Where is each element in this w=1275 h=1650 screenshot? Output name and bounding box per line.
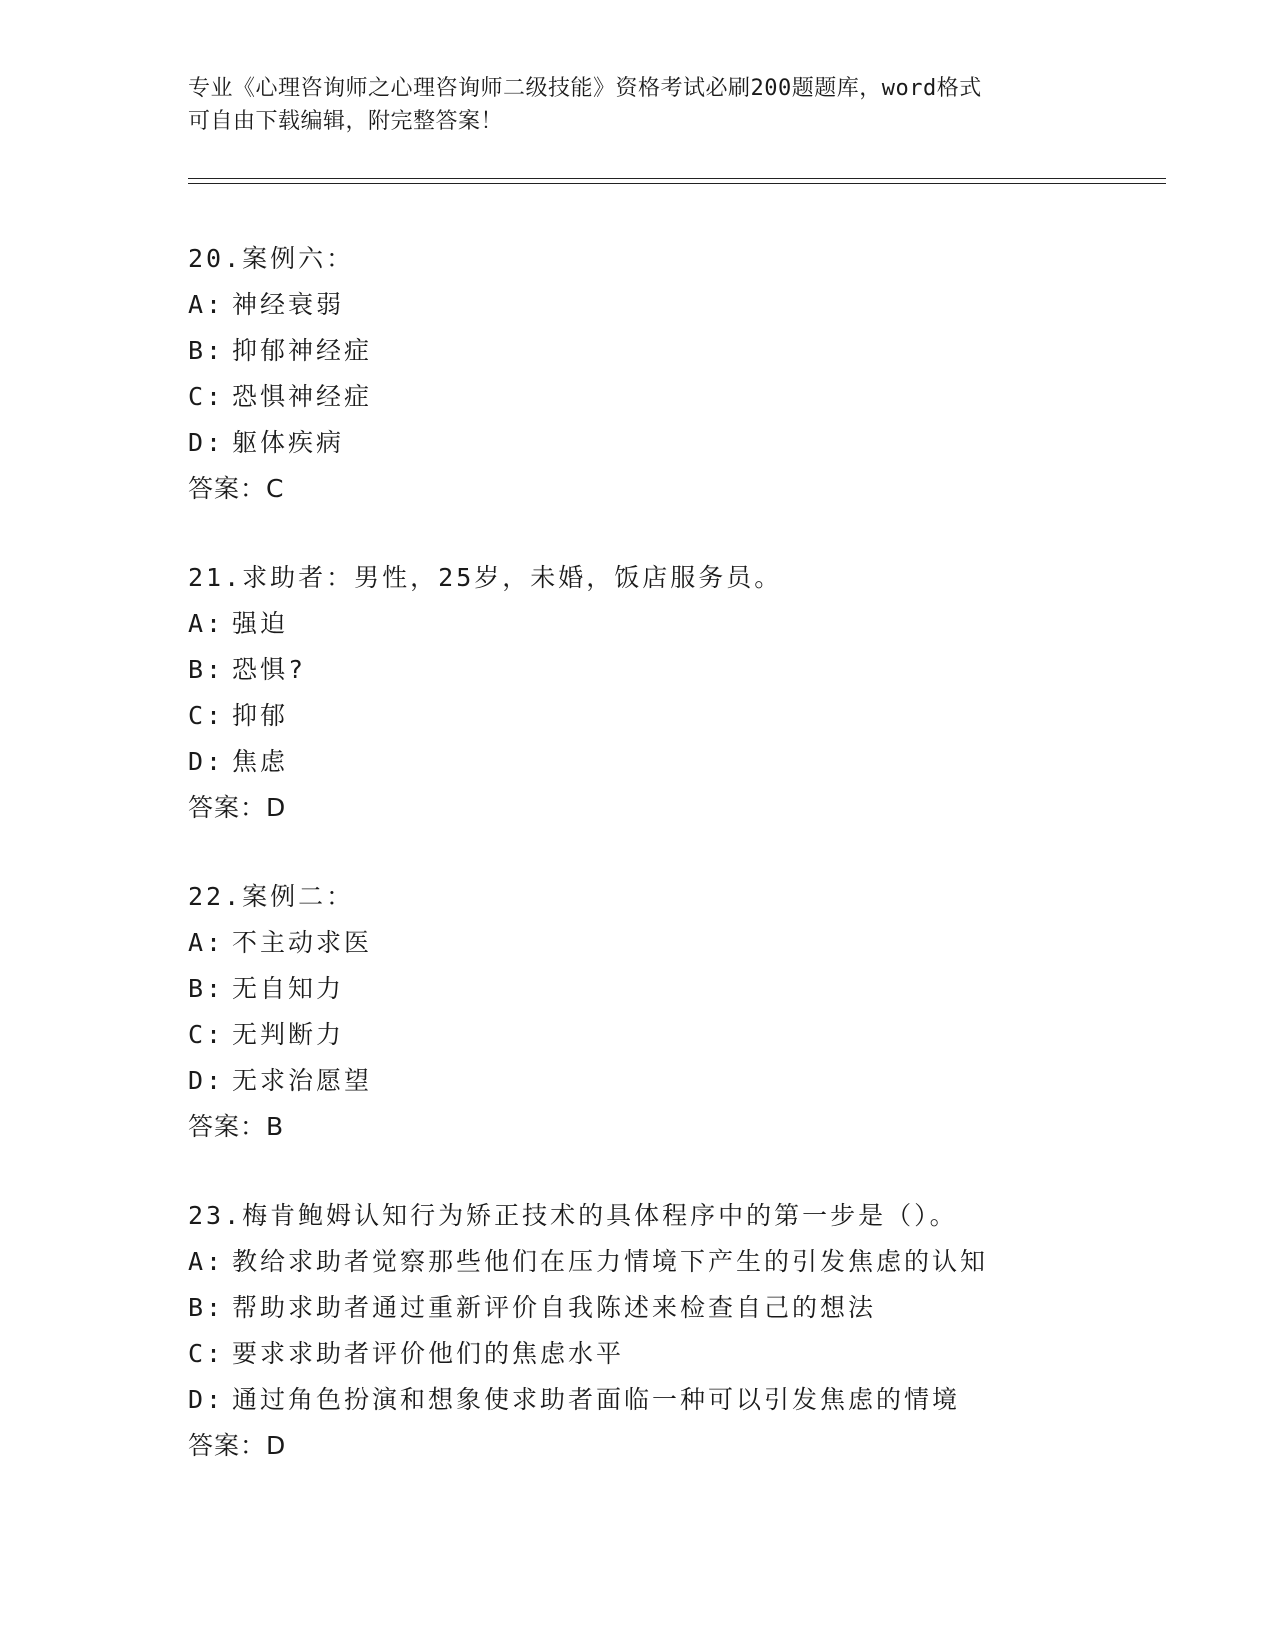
option-text: 通过角色扮演和想象使求助者面临一种可以引发焦虑的情境 — [232, 1385, 961, 1414]
option-b — [188, 647, 1188, 693]
header-double-rule — [188, 178, 1166, 184]
option-text: 抑郁 — [232, 701, 289, 730]
answer-line: 答案：D — [188, 793, 287, 822]
option-text: 焦虑 — [232, 747, 289, 776]
header-title-line-1: 专业《心理咨询师之心理咨询师二级技能》资格考试必刷200题题库，word格式 — [188, 76, 982, 101]
option-c — [188, 693, 1188, 739]
document-header — [188, 72, 1088, 138]
option-text: 无求治愿望 — [232, 1066, 373, 1095]
question-23 — [188, 1193, 1188, 1469]
option-key: B: — [188, 1293, 225, 1322]
option-key: D: — [188, 747, 225, 776]
option-text: 恐惧? — [232, 655, 307, 684]
option-key: D: — [188, 1066, 225, 1095]
question-stem: 23.梅肯鲍姆认知行为矫正技术的具体程序中的第一步是（）。 — [188, 1201, 958, 1230]
option-b — [188, 1285, 1188, 1331]
option-c — [188, 1012, 1188, 1058]
option-key: B: — [188, 974, 225, 1003]
question-stem: 21.求助者：男性，25岁，未婚，饭店服务员。 — [188, 563, 783, 592]
question-20 — [188, 236, 1188, 512]
option-key: A: — [188, 290, 225, 319]
question-stem: 20.案例六： — [188, 244, 355, 273]
option-key: C: — [188, 1020, 225, 1049]
option-key: A: — [188, 1247, 225, 1276]
option-d — [188, 1058, 1188, 1104]
question-21 — [188, 555, 1188, 831]
option-d — [188, 420, 1188, 466]
option-key: B: — [188, 336, 225, 365]
option-a — [188, 601, 1188, 647]
option-a — [188, 920, 1188, 966]
question-stem: 22.案例二： — [188, 882, 355, 911]
option-b — [188, 966, 1188, 1012]
option-key: D: — [188, 1385, 225, 1414]
answer-line: 答案：D — [188, 1431, 287, 1460]
answer-line: 答案：C — [188, 474, 285, 503]
option-text: 要求求助者评价他们的焦虑水平 — [232, 1339, 625, 1368]
option-text: 神经衰弱 — [232, 290, 345, 319]
option-d — [188, 1377, 1188, 1423]
option-key: A: — [188, 928, 225, 957]
question-22 — [188, 874, 1188, 1150]
option-c — [188, 1331, 1188, 1377]
option-text: 恐惧神经症 — [232, 382, 373, 411]
option-c — [188, 374, 1188, 420]
option-text: 躯体疾病 — [232, 428, 345, 457]
option-key: C: — [188, 1339, 225, 1368]
option-text: 无自知力 — [232, 974, 345, 1003]
option-key: B: — [188, 655, 225, 684]
option-key: D: — [188, 428, 225, 457]
option-text: 教给求助者觉察那些他们在压力情境下产生的引发焦虑的认知 — [232, 1247, 989, 1276]
option-text: 不主动求医 — [232, 928, 373, 957]
option-b — [188, 328, 1188, 374]
option-d — [188, 739, 1188, 785]
option-text: 强迫 — [232, 609, 289, 638]
option-key: A: — [188, 609, 225, 638]
option-text: 抑郁神经症 — [232, 336, 373, 365]
option-key: C: — [188, 701, 225, 730]
option-text: 帮助求助者通过重新评价自我陈述来检查自己的想法 — [232, 1293, 877, 1322]
option-text: 无判断力 — [232, 1020, 345, 1049]
option-a — [188, 282, 1188, 328]
answer-line: 答案：B — [188, 1112, 285, 1141]
option-key: C: — [188, 382, 225, 411]
question-list — [188, 236, 1188, 1512]
option-a — [188, 1239, 1188, 1285]
header-title-line-2: 可自由下载编辑，附完整答案！ — [188, 109, 504, 134]
